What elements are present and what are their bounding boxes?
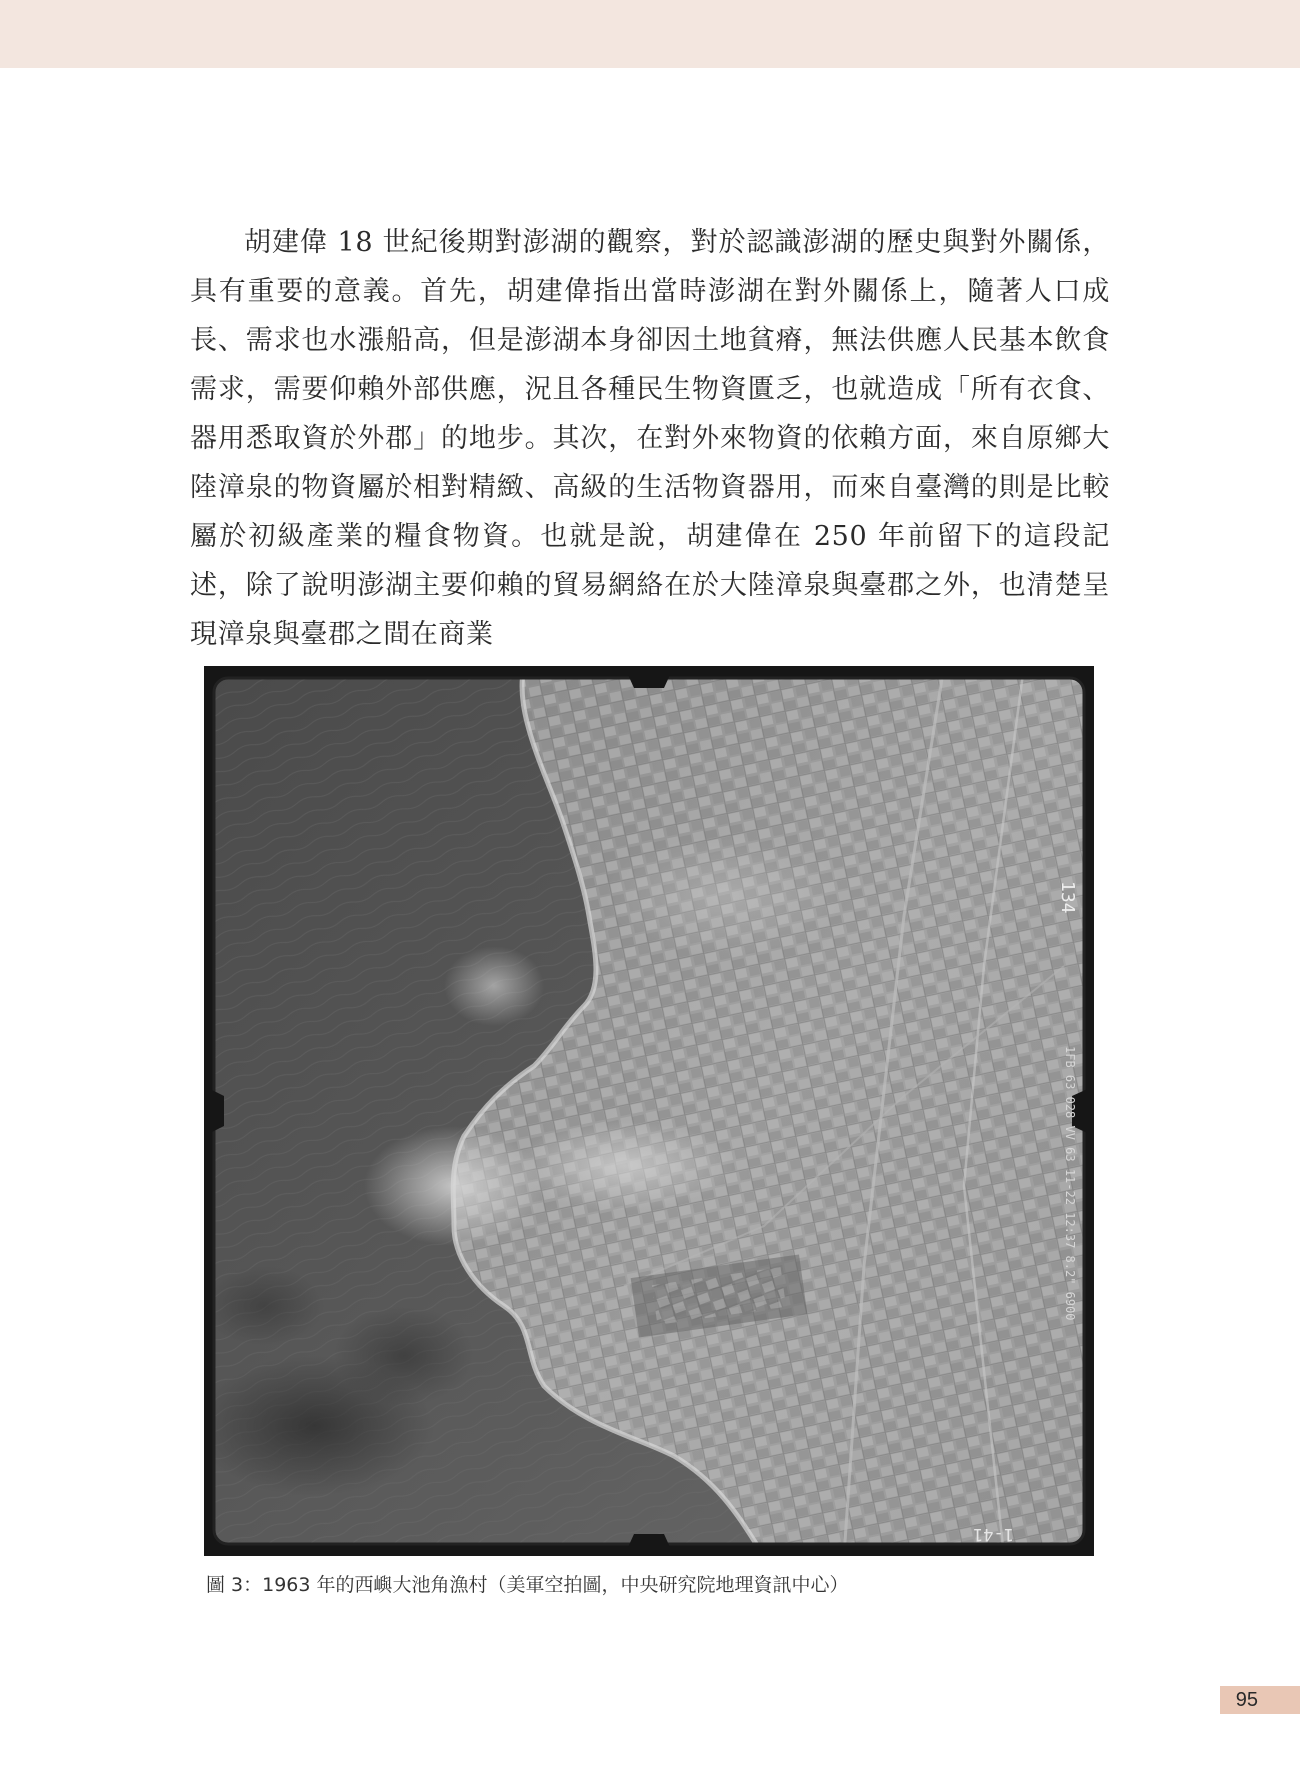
figure-caption: 圖 3：1963 年的西嶼大池角漁村（美軍空拍圖，中央研究院地理資訊中心） [206, 1574, 849, 1596]
aerial-photo-figure [204, 666, 1094, 1556]
page-number: 95 [1235, 1689, 1258, 1711]
aerial-photo [204, 666, 1094, 1556]
frame-code: 1FB 63 028 VV 63 11-22 12:37 8.2" 6900 [1063, 1046, 1077, 1321]
header-band [0, 0, 1300, 68]
page-number-tab [1220, 1686, 1300, 1714]
corner-mark: 1-41 [973, 1524, 1014, 1544]
cloud [364, 1126, 544, 1246]
body-paragraph: 胡建偉 18 世紀後期對澎湖的觀察，對於認識澎湖的歷史與對外關係，具有重要的意義。首先，胡建偉指出當時澎湖在對外關係上，隨著人口成長、需求也水漲船高，但是澎湖本身卻因土地貧瘠，無法供應人民基本飲食需求，需要仰賴外部供應，況且各種民生物資匱乏，也就造成「所有衣食、器用悉取資於外郡」的地步。其次，在對外來物資的依賴方面，來自原鄉大陸漳泉的物資屬於相對精緻、高級的生活物資器用，而來自臺灣的則是比較屬於初級產業的糧食物資。也就是說，胡建偉在 250 年前留下的這段記述，除了說明澎湖主要仰賴的貿易網絡在於大陸漳泉與臺郡之外，也清楚呈現漳泉與臺郡之間在商業 [190, 227, 1110, 650]
frame-number: 134 [1057, 881, 1078, 914]
